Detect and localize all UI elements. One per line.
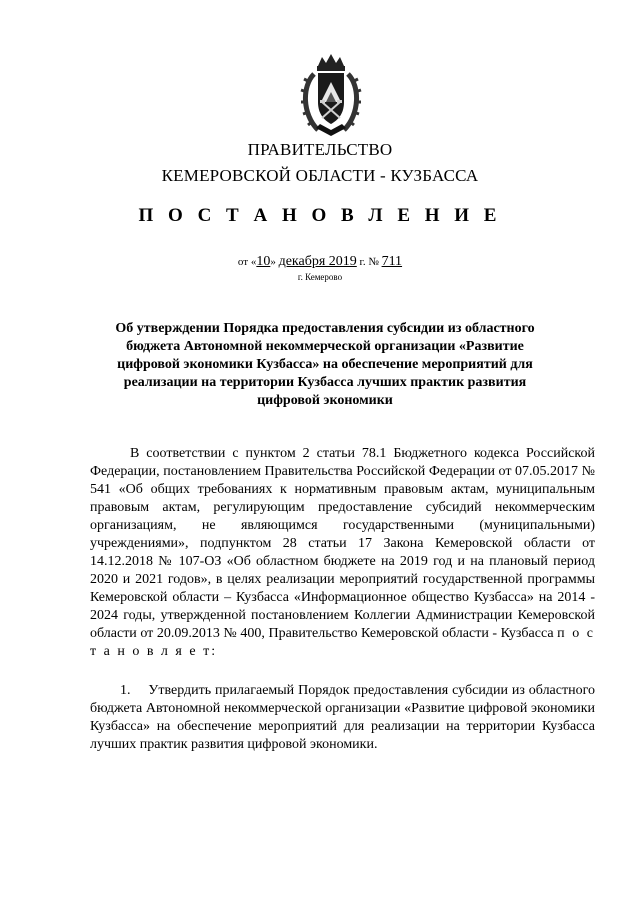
date-prefix: от bbox=[237, 256, 249, 268]
government-name-line2: КЕМЕРОВСКОЙ ОБЛАСТИ - КУЗБАССА bbox=[161, 166, 479, 185]
date-day: 10 bbox=[256, 254, 271, 269]
number-label: № bbox=[368, 256, 379, 268]
date-month-year: декабря 2019 bbox=[278, 254, 357, 269]
date-open-quote: « bbox=[250, 256, 257, 268]
preamble-text: В соответствии с пунктом 2 статьи 78.1 Бюджетного кодекса Российской Федерации, постановлением Правительства Российской Федерации от 07.05.2017 № 541 «Об общих требованиях к нормативным правовым актам, муниципальным правовым актам, регулирующим предоставление субсидий некоммерческим организациям, не являющимся государственными (муниципальными) учреждениями», подпунктом 28 статьи 17 Закона Кемеровской области от 14.12.2018 № 107-ОЗ «Об областном бюджете на 2019 год и на плановый период 2020 и 2021 годов», в целях реализации мероприятий государственной программы Кемеровской области – Кузбасса «Информационное общество Кузбасса» на 2014 - 2024 годы, утвержденной постановлением Коллегии Администрации Кемеровской области от 20.09.2013 № 400, Правительство Кемеровской области - Кузбасса bbox=[90, 446, 595, 641]
item-1-text: Утвердить прилагаемый Порядок предоставления субсидии из областного бюджета Автономной некоммерческой организации «Развитие цифровой экономики Кузбасса» на обеспечение мероприятий для реализации на территории Кузбасса лучших практик развития цифровой экономики. bbox=[90, 683, 595, 752]
document-date-number bbox=[0, 254, 640, 270]
date-year-suffix: г. bbox=[359, 256, 366, 268]
decree-word: п о с т а н о в л я е т: bbox=[90, 626, 595, 659]
document-type-title: П О С Т А Н О В Л Е Н И Е bbox=[138, 205, 502, 226]
document-number: 711 bbox=[381, 254, 403, 269]
item-1-number: 1. bbox=[120, 683, 131, 698]
coat-of-arms-emblem bbox=[298, 52, 364, 138]
date-close-quote: » bbox=[270, 256, 276, 268]
issue-city: г. Кемерово bbox=[297, 272, 343, 282]
item-1-paragraph bbox=[90, 682, 595, 754]
government-name-line1: ПРАВИТЕЛЬСТВО bbox=[247, 140, 393, 159]
preamble-paragraph bbox=[90, 445, 595, 661]
document-subject: Об утверждении Порядка предоставления субсидии из областного бюджета Автономной некоммерческой организации «Развитие цифровой экономики Кузбасса» на обеспечение мероприятий для реализации на территории Кузбасса лучших практик развития цифровой экономики bbox=[115, 321, 535, 408]
